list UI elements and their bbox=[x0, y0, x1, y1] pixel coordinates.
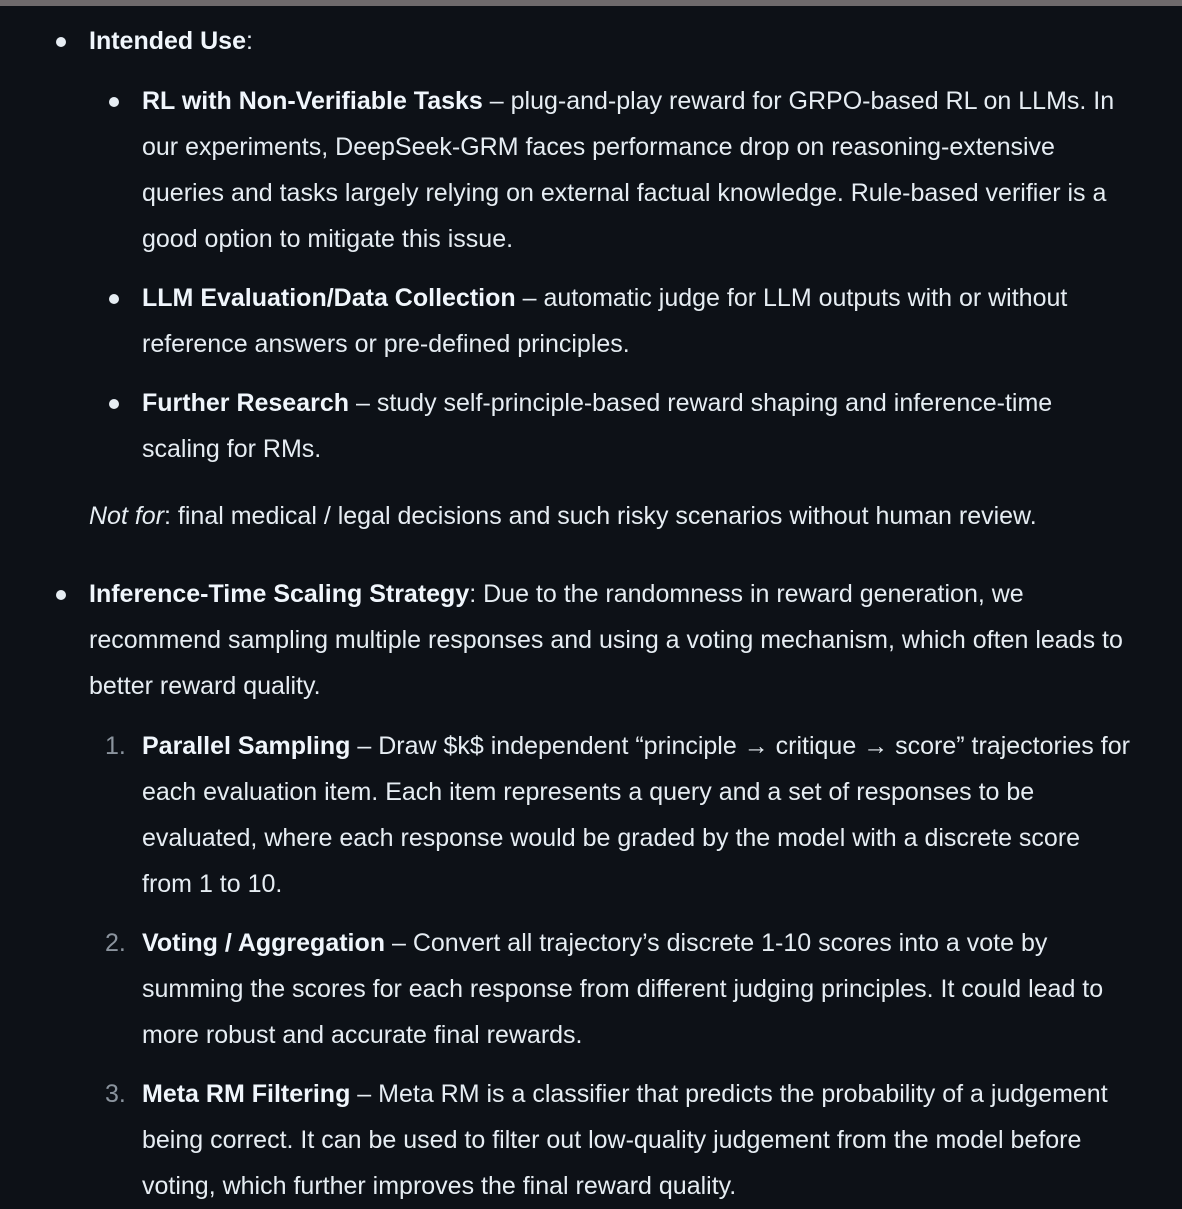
item-title: LLM Evaluation/Data Collection bbox=[142, 284, 516, 312]
scaling-steps-list bbox=[0, 723, 1182, 1209]
item-text: – plug-and-play reward for GRPO-based RL on LLMs. In our experiments, DeepSeek-GRM faces performance drop on reasoning-extensive queries and tasks largely relying on external factual knowledge. Rule-based verifier is a good option to mitigate this issue. bbox=[142, 87, 1115, 253]
step-text: – Draw $k$ independent “principle → critique → score” trajectories for each evaluation item. Each item represents a query and a set of responses to be evaluated, where each response would be graded by the model with a discrete score from 1 to 10. bbox=[142, 732, 1130, 898]
step-title: Voting / Aggregation bbox=[142, 929, 386, 957]
intended-use-sublist bbox=[0, 78, 1182, 472]
intended-use-colon: : bbox=[245, 27, 253, 55]
list-item-scaling-strategy bbox=[0, 571, 1182, 709]
bullet-icon bbox=[56, 590, 66, 600]
item-title: Further Research bbox=[142, 389, 350, 417]
list-item-parallel-sampling bbox=[0, 723, 1182, 907]
list-item-voting-aggregation bbox=[0, 920, 1182, 1058]
step-number: 2. bbox=[105, 929, 126, 957]
bullet-icon bbox=[109, 294, 119, 304]
outer-list-2 bbox=[0, 571, 1182, 709]
scaling-text: : Due to the randomness in reward generation, we recommend sampling multiple responses and using a voting mechanism, which often leads to better reward quality. bbox=[89, 580, 1123, 700]
window-top-border bbox=[0, 0, 1182, 6]
step-number: 3. bbox=[105, 1080, 126, 1108]
not-for-text: : final medical / legal decisions and such risky scenarios without human review. bbox=[164, 502, 1037, 530]
step-title: Meta RM Filtering bbox=[142, 1080, 351, 1108]
list-item-intended-use bbox=[0, 18, 1182, 64]
bullet-icon bbox=[109, 97, 119, 107]
intended-use-label: Intended Use bbox=[89, 27, 246, 55]
list-item-llm-evaluation bbox=[0, 275, 1182, 367]
bullet-icon bbox=[56, 37, 66, 47]
step-title: Parallel Sampling bbox=[142, 732, 351, 760]
not-for-note bbox=[0, 493, 1182, 539]
item-text: – study self-principle-based reward shaping and inference-time scaling for RMs. bbox=[142, 389, 1053, 463]
item-title: RL with Non-Verifiable Tasks bbox=[142, 87, 483, 115]
step-text: – Meta RM is a classifier that predicts the probability of a judgement being correct. It can be used to filter out low-quality judgement from the model before voting, which further improves the final reward quality. bbox=[142, 1080, 1108, 1200]
list-item-further-research bbox=[0, 380, 1182, 472]
outer-list bbox=[0, 18, 1182, 64]
markdown-content bbox=[0, 18, 1182, 1209]
item-text: – automatic judge for LLM outputs with or without reference answers or pre-defined principles. bbox=[142, 284, 1068, 358]
list-item-rl-tasks bbox=[0, 78, 1182, 262]
list-item-meta-rm-filtering bbox=[0, 1071, 1182, 1209]
step-number: 1. bbox=[105, 732, 126, 760]
not-for-label: Not for bbox=[89, 502, 165, 530]
scaling-label: Inference-Time Scaling Strategy bbox=[89, 580, 470, 608]
bullet-icon bbox=[109, 399, 119, 409]
step-text: – Convert all trajectory’s discrete 1-10 scores into a vote by summing the scores for each response from different judging principles. It could lead to more robust and accurate final rewards. bbox=[142, 929, 1104, 1049]
